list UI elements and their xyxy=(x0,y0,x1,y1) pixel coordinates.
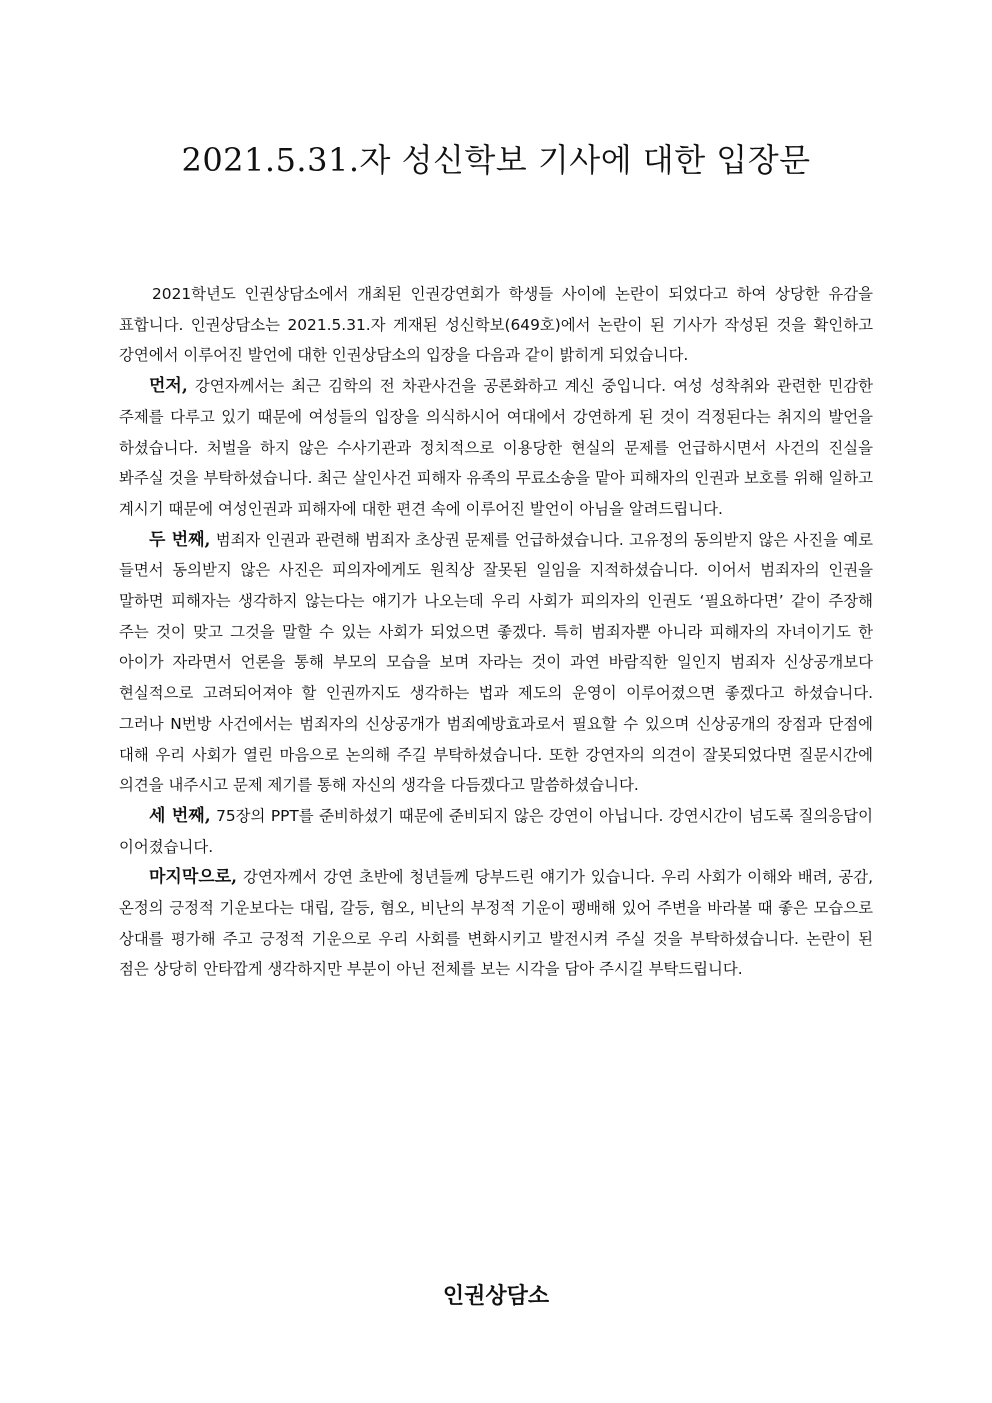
section-second xyxy=(119,525,873,801)
section-first-text: 강연자께서는 최근 김학의 전 차관사건을 공론화하고 계신 중입니다. 여성 성착취와 관련한 민감한 주제를 다루고 있기 때문에 여성들의 입장을 의식하시어 여대에서 강연하게 된 것이 걱정된다는 취지의 발언을 하셨습니다. 처벌을 하지 않은 수사기관과 정치적으로 이용당한 현실의 문제를 언급하시면서 사건의 진실을 봐주실 것을 부탁하셨습니다. 최근 살인사건 피해자 유족의 무료소송을 맡아 피해자의 인권과 보호를 위해 일하고 계시기 때문에 여성인권과 피해자에 대한 편견 속에 이루어진 발언이 아님을 알려드립니다. xyxy=(119,377,873,518)
section-third xyxy=(119,801,873,862)
document-body xyxy=(119,279,873,985)
section-last xyxy=(119,862,873,985)
document-title: 2021.5.31.자 성신학보 기사에 대한 입장문 xyxy=(181,141,811,179)
signature: 인권상담소 xyxy=(442,1283,550,1309)
section-first-lead: 먼저, xyxy=(149,376,188,397)
section-third-text: 75장의 PPT를 준비하셨기 때문에 준비되지 않은 강연이 아닙니다. 강연시간이 넘도록 질의응답이 이어졌습니다. xyxy=(119,806,873,856)
section-first xyxy=(119,371,873,525)
intro-paragraph: 2021학년도 인권상담소에서 개최된 인권강연회가 학생들 사이에 논란이 되었다고 하여 상당한 유감을 표합니다. 인권상담소는 2021.5.31.자 게재된 성신학보(649호)에서 논란이 된 기사가 작성된 것을 확인하고 강연에서 이루어진 발언에 대한 인권상담소의 입장을 다음과 같이 밝히게 되었습니다. xyxy=(119,285,873,365)
section-second-text: 범죄자 인권과 관련해 범죄자 초상권 문제를 언급하셨습니다. 고유정의 동의받지 않은 사진을 예로 들면서 동의받지 않은 사진은 피의자에게도 원칙상 잘못된 일임을 지적하셨습니다. 이어서 범죄자의 인권을 말하면 피해자는 생각하지 않는다는 얘기가 나오는데 우리 사회가 피의자의 인권도 ‘필요하다면’ 같이 주장해 주는 것이 맞고 그것을 말할 수 있는 사회가 되었으면 좋겠다. 특히 범죄자뿐 아니라 피해자의 자녀이기도 한 아이가 자라면서 언론을 통해 부모의 모습을 보며 자라는 것이 과연 바람직한 일인지 범죄자 신상공개보다 현실적으로 고려되어져야 할 인권까지도 생각하는 법과 제도의 운영이 이루어졌으면 좋겠다고 하셨습니다. 그러나 N번방 사건에서는 범죄자의 신상공개가 범죄예방효과로서 필요할 수 있으며 신상공개의 장점과 단점에 대해 우리 사회가 열린 마음으로 논의해 주길 부탁하셨습니다. 또한 강연자의 의견이 잘못되었다면 질문시간에 의견을 내주시고 문제 제기를 통해 자신의 생각을 다듬겠다고 말씀하셨습니다. xyxy=(119,530,874,795)
section-last-text: 강연자께서 강연 초반에 청년들께 당부드린 얘기가 있습니다. 우리 사회가 이해와 배려, 공감, 온정의 긍정적 기운보다는 대립, 갈등, 혐오, 비난의 부정적 기운이 팽배해 있어 주변을 바라볼 때 좋은 모습으로 상대를 평가해 주고 긍정적 기운으로 우리 사회를 변화시키고 발전시켜 주실 것을 부탁하셨습니다. 논란이 된 점은 상당히 안타깝게 생각하지만 부분이 아닌 전체를 보는 시각을 담아 주시길 부탁드립니다. xyxy=(119,868,873,979)
section-second-lead: 두 번째, xyxy=(149,529,211,550)
section-third-lead: 세 번째, xyxy=(149,805,211,826)
section-last-lead: 마지막으로, xyxy=(149,867,238,888)
